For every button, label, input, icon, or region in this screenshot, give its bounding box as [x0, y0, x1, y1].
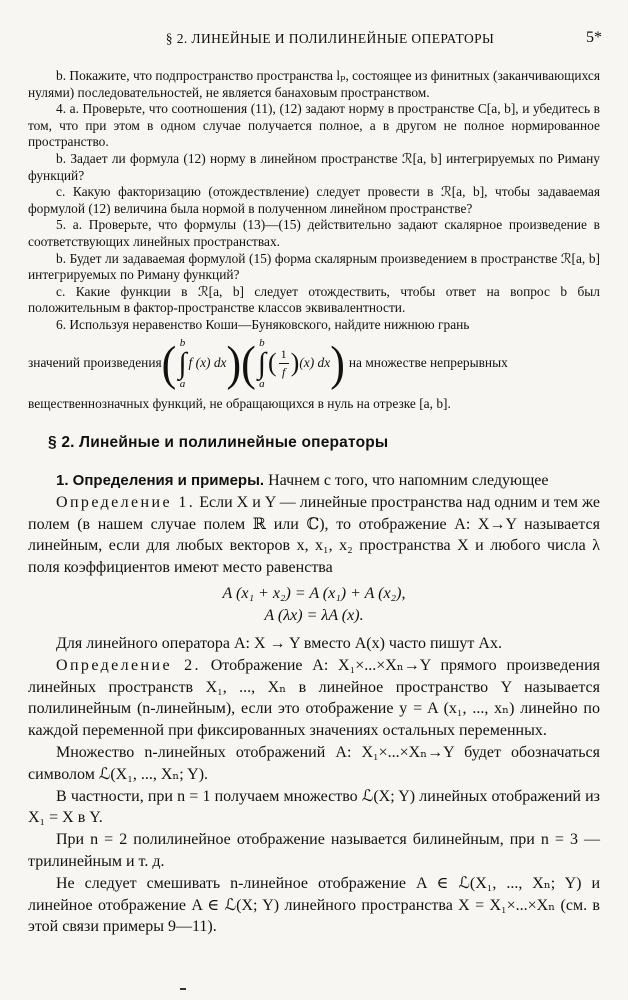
integral-upper-limit: b — [259, 336, 265, 349]
integrand: (x) dx — [299, 355, 331, 371]
integral-lower-limit: a — [259, 377, 265, 390]
fraction — [279, 346, 289, 380]
running-header — [0, 31, 628, 51]
paragraph: В частности, при n = 1 получаем множество ℒ(X; Y) линейных отображений из X₁ = X в Y. — [28, 787, 600, 827]
definition-label: Определение 1. — [56, 493, 196, 511]
print-mark — [180, 988, 186, 990]
equation-additivity: A (x₁ + x₂) = A (x₁) + A (x₂), — [222, 584, 406, 602]
section-body — [28, 470, 600, 938]
exercise-item: 6. Используя неравенство Коши—Буняковского, найдите нижнюю грань — [56, 316, 470, 332]
formula-lead-text: значений произведения — [28, 355, 162, 371]
section-title: § 2. Линейные и полилинейные операторы — [48, 434, 389, 451]
definition-2: Определение 2. Отображение A: X₁×...×Xₙ→Y прямого произведения линейных пространств X₁, ..., Xₙ в линейное пространство Y называется полилинейным (n-линейным), если это отображение y = A (x₁, ..., xₙ) линейно по каждой переменной при фиксированных значениях остальных переменных. — [28, 656, 600, 740]
right-paren: ) — [226, 336, 242, 390]
integral-upper-limit: b — [179, 336, 186, 349]
integral-product-formula: значений произведения ( b ∫ a f (x) dx ) ( b ∫ a ( $\frac{1}{f}$ ) (x) dx ) на множестве непрерывных — [28, 336, 508, 390]
paragraph: 1. Определения и примеры. Начнем с того, что напомним следующее — [56, 472, 549, 489]
display-equations — [28, 583, 600, 627]
page-number: 5* — [586, 29, 602, 46]
definition-1: Определение 1. Если X и Y — линейные пространства над одним и тем же полем (в нашем случае полем ℝ или ℂ), то отображение A: X→Y называется линейным, если для любых векторов x, x₁, x₂ пространства X и любого числа λ поля коэффициентов имеют место равенства — [28, 493, 600, 577]
exercise-item: c. Какую факторизацию (отождествление) следует провести в ℛ[a, b], чтобы задаваемая формулой (12) величина была нормой в полученном линейном пространстве? — [28, 184, 600, 216]
paragraph: Не следует смешивать n-линейное отображение A ∈ ℒ(X₁, ..., Xₙ; Y) и линейное отображение A ∈ ℒ(X; Y) линейного пространства X = X₁×...×Xₙ (см. в этой связи примеры 9—11). — [28, 874, 601, 936]
integral-sign: b ∫ a — [178, 336, 187, 390]
subsection-title: 1. Определения и примеры. — [56, 472, 265, 489]
exercise-item: 4. а. Проверьте, что соотношения (11), (12) задают норму в пространстве C[a, b], и убедитесь в том, что при этом в одном случае получается полное, а в другом не полное нормированное пространство. — [28, 101, 600, 150]
exercise-item: b. Будет ли задаваемая формулой (15) форма скалярным произведением в пространстве ℛ[a, b] интегрируемых по Риману функций? — [28, 250, 600, 283]
paragraph: Множество n-линейных отображений A: X₁×...×Xₙ→Y будет обозначаться символом ℒ(X₁, ..., Xₙ; Y). — [28, 743, 600, 783]
integral-lower-limit: a — [179, 377, 186, 390]
integrand: f (x) dx — [188, 355, 227, 371]
running-header-title: § 2. ЛИНЕЙНЫЕ И ПОЛИЛИНЕЙНЫЕ ОПЕРАТОРЫ — [165, 31, 495, 46]
paragraph: При n = 2 полилинейное отображение называется билинейным, при n = 3 — трилинейным и т. д. — [28, 831, 600, 870]
exercise-item: b. Покажите, что подпространство пространства lₚ, состоящее из финитных (заканчивающихся нулями) последовательностей, не является банаховым пространством. — [28, 68, 600, 100]
fraction-denominator: f — [282, 365, 286, 379]
equation-homogeneity: A (λx) = λA (x). — [264, 606, 364, 624]
integral-sign: b ∫ a — [257, 336, 266, 390]
left-paren: ( — [161, 336, 177, 390]
right-paren: ) — [330, 336, 345, 390]
exercise-item: c. Какие функции в ℛ[a, b] следует отождествить, чтобы ответ на вопрос b был положительным в фактор-пространстве классов эквивалентности. — [28, 283, 600, 316]
exercise-item: 5. а. Проверьте, что формулы (13)—(15) действительно задают скалярное произведение в соответствующих линейных пространствах. — [28, 217, 600, 249]
left-paren: ( — [241, 336, 256, 390]
definition-label: Определение 2. — [56, 656, 201, 674]
fraction-numerator: 1 — [279, 346, 289, 364]
exercise-item: b. Задает ли формула (12) норму в линейном пространстве ℛ[a, b] интегрируемых по Риману функций? — [28, 150, 600, 183]
exercise-item-end: вещественнозначных функций, не обращающихся в нуль на отрезке [a, b]. — [28, 395, 451, 411]
paragraph: Для линейного оператора A: X → Y вместо A(x) часто пишут Ax. — [56, 634, 502, 652]
exercises-block — [28, 68, 600, 412]
formula-tail-text: на множестве непрерывных — [348, 355, 508, 371]
